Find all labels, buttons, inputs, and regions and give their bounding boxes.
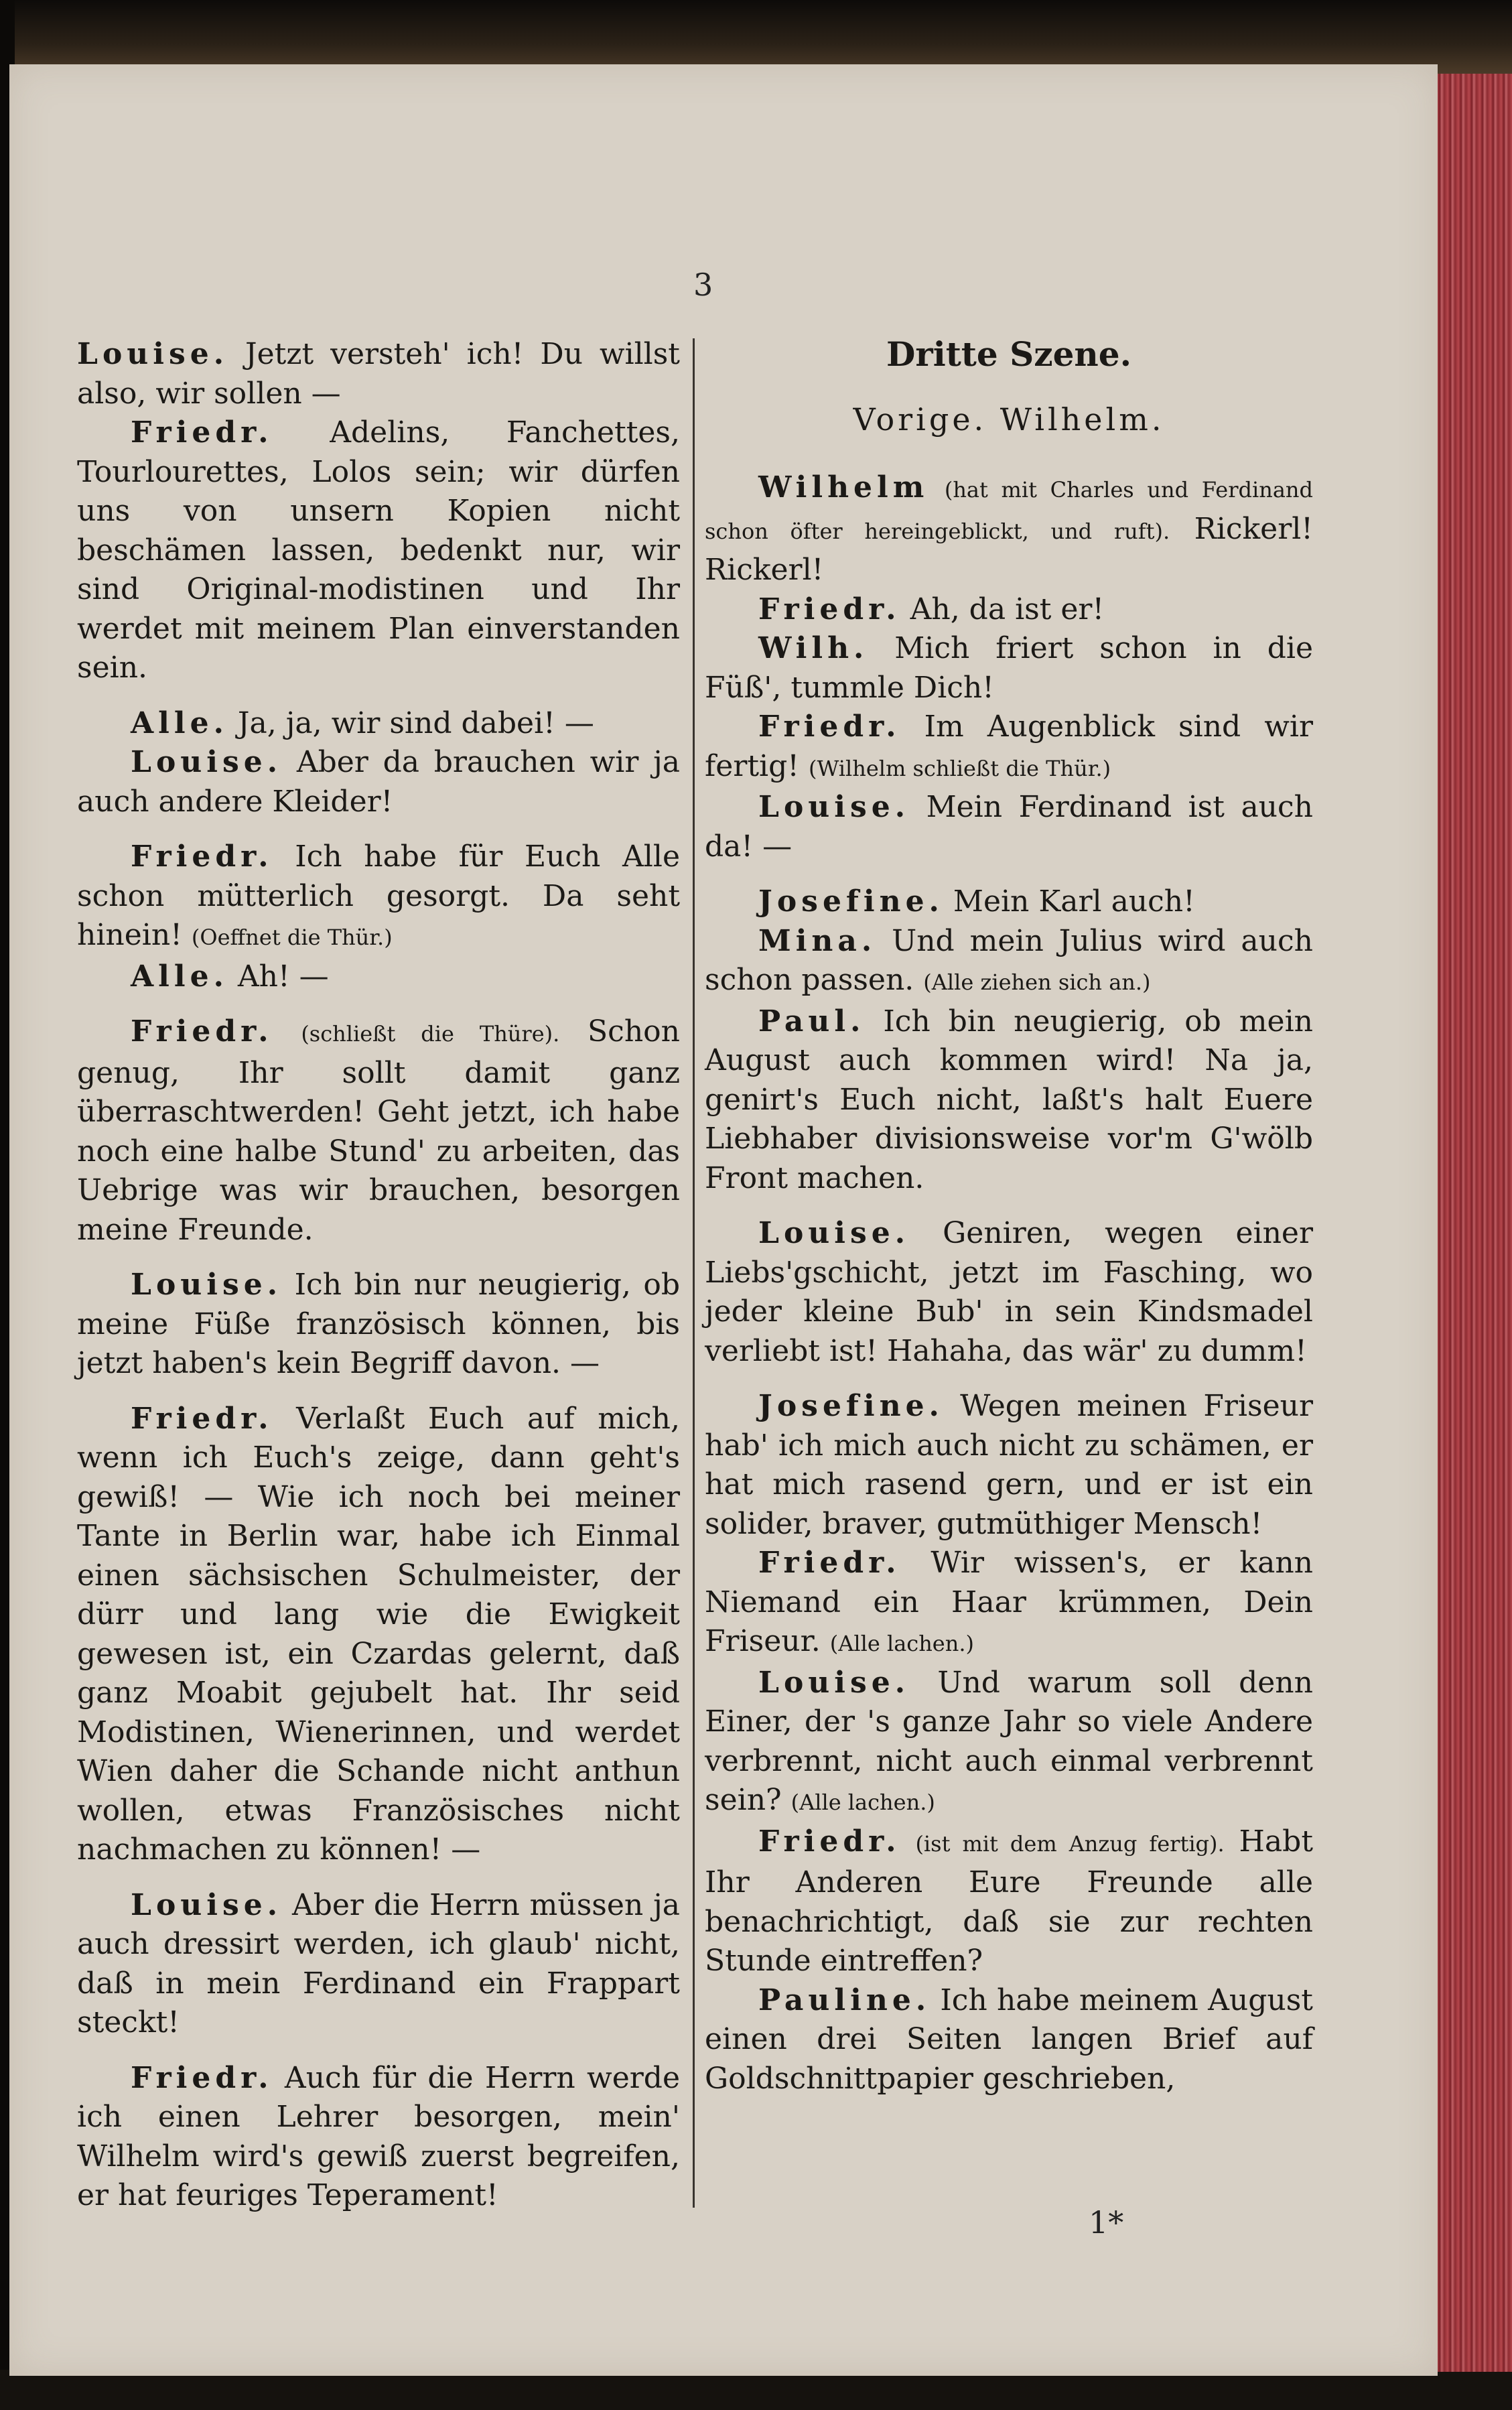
stage-direction: (Alle lachen.)	[829, 1631, 974, 1656]
page-number: 3	[693, 267, 713, 303]
dialogue-text: Verlaßt Euch auf mich, wenn ich Euch's zeige, dann geht's gewiß! — Wie ich noch bei meiner Tante in Berlin war, habe ich Einmal einen sächsischen Schulmeister, der dürr und lang wie die Ewigkeit gewesen ist, ein Czardas gelernt, daß ganz Moabit gejubelt hat. Ihr seid Modistinen, Wienerinnen, und werdet Wien daher die Schande nicht anthun wollen, etwas Französisches nicht nachmachen zu können! —	[77, 1401, 680, 1867]
speaker-name: Louise.	[131, 1268, 283, 1302]
speaker-name: Friedr.	[131, 1401, 273, 1436]
dialogue-text: Und mein Julius wird auch schon passen.	[705, 923, 1313, 997]
dialogue-line	[705, 1981, 1313, 2099]
dialogue-text: Aber da brauchen wir ja auch andere Kleider!	[77, 745, 680, 819]
dialogue-text: Ah! —	[237, 959, 329, 994]
speaker-name: Friedr.	[758, 592, 901, 626]
dialogue-line	[705, 922, 1313, 1002]
speaker-name: Louise.	[758, 1665, 910, 1700]
dialogue-line	[77, 743, 680, 821]
book-bottom-edge	[0, 2370, 1512, 2410]
dialogue-line	[77, 2059, 680, 2216]
speaker-name: Louise.	[758, 1216, 910, 1250]
dialogue-text: Adelins, Fanchettes, Tourlourettes, Lolos sein; wir dürfen uns von unsern Kopien nicht beschämen lassen, bedenkt nur, wir sind Original-modistinen und Ihr werdet mit meinem Plan einverstanden sein.	[77, 415, 680, 685]
dialogue-text: Mein Ferdinand ist auch da! —	[705, 790, 1313, 864]
scene-persons: Vorige. Wilhelm.	[853, 401, 1165, 438]
speaker-name: Friedr.	[758, 1824, 901, 1859]
dialogue-line	[77, 335, 680, 413]
speaker-name: Wilhelm	[758, 470, 929, 505]
speaker-name: Friedr.	[131, 415, 273, 450]
dialogue-text: Rickerl! Rickerl!	[705, 511, 1313, 587]
dialogue-text: Mein Karl auch!	[953, 884, 1195, 919]
dialogue-line	[705, 788, 1313, 866]
dialogue-text: Ich bin neugierig, ob mein August auch kommen wird! Na ja, genirt's Euch nicht, laßt's halt Euere Liebhaber divisionsweise vor'm G'wölb Front machen.	[705, 1004, 1313, 1195]
dialogue-line	[77, 1400, 680, 1870]
book-spine-red-edge	[1434, 74, 1512, 2372]
scene-title: Dritte Szene.	[886, 334, 1131, 374]
dialogue-text: Ich habe meinem August einen drei Seiten langen Brief auf Goldschnittpapier geschrieben,	[705, 1983, 1313, 2096]
column-divider	[693, 338, 695, 2208]
dialogue-text: Ah, da ist er!	[910, 592, 1105, 626]
speaker-name: Louise.	[131, 1887, 283, 1922]
speaker-name: Friedr.	[131, 2060, 273, 2095]
dialogue-line	[705, 1002, 1313, 1199]
speaker-name: Louise.	[77, 337, 229, 371]
dialogue-text: Jetzt versteh' ich! Du willst also, wir sollen —	[77, 337, 680, 411]
stage-direction: (Alle lachen.)	[791, 1790, 935, 1815]
dialogue-text: Geniren, wegen einer Liebs'gschicht, jetzt im Fasching, wo jeder kleine Bub' in sein Kindsmadel verliebt ist! Hahaha, das wär' zu dumm!	[705, 1216, 1313, 1368]
stage-direction: (Wilhelm schließt die Thür.)	[808, 755, 1111, 781]
stage-direction: (ist mit dem Anzug fertig).	[915, 1830, 1225, 1857]
dialogue-text: Aber die Herrn müssen ja auch dressirt werden, ich glaub' nicht, daß in mein Ferdinand ein Frappart steckt!	[77, 1887, 680, 2039]
dialogue-line	[77, 1012, 680, 1250]
dialogue-text: Wegen meinen Friseur hab' ich mich auch nicht zu schämen, er hat mich rasend gern, und er ist ein solider, braver, gutmüthiger Mensch!	[705, 1389, 1313, 1541]
speaker-name: Louise.	[131, 745, 283, 779]
speaker-name: Friedr.	[758, 1546, 901, 1580]
dialogue-text: Schon genug, Ihr sollt damit ganz überraschtwerden! Geht jetzt, ich habe noch eine halbe Stund' zu arbeiten, das Uebrige was wir brauchen, besorgen meine Freunde.	[77, 1014, 680, 1247]
dialogue-text: Ich bin nur neugierig, ob meine Füße französisch können, bis jetzt haben's kein Begriff davon. —	[77, 1268, 680, 1380]
speaker-name: Friedr.	[131, 1014, 273, 1049]
right-column	[705, 335, 1313, 2098]
dialogue-line	[705, 1387, 1313, 1544]
dialogue-line	[705, 1822, 1313, 1981]
dialogue-line	[705, 590, 1313, 630]
dialogue-text: Ja, ja, wir sind dabei! —	[237, 706, 594, 740]
dialogue-line	[705, 1544, 1313, 1664]
dialogue-line	[705, 629, 1313, 708]
speaker-name: Josefine.	[758, 884, 944, 919]
speaker-name: Friedr.	[758, 710, 901, 744]
dialogue-line	[705, 468, 1313, 590]
dialogue-text: Mich friert schon in die Füß', tummle Dich!	[705, 631, 1313, 705]
speaker-name: Pauline.	[758, 1983, 931, 2017]
dialogue-text: Und warum soll denn Einer, der 's ganze Jahr so viele Andere verbrennt, nicht auch einmal verbrennt sein?	[705, 1665, 1313, 1817]
speaker-name: Alle.	[131, 959, 228, 994]
signature-mark: 1*	[1089, 2204, 1124, 2240]
speaker-name: Louise.	[758, 790, 910, 824]
dialogue-line	[705, 1664, 1313, 1822]
book-top-edge	[0, 0, 1512, 74]
stage-direction: (Oeffnet die Thür.)	[191, 925, 393, 950]
speaker-name: Josefine.	[758, 1389, 944, 1423]
dialogue-line	[77, 957, 680, 997]
dialogue-line	[77, 704, 680, 744]
dialogue-text: Wir wissen's, er kann Niemand ein Haar krümmen, Dein Friseur.	[705, 1546, 1313, 1658]
speaker-name: Wilh.	[758, 631, 869, 665]
speaker-name: Paul.	[758, 1004, 866, 1039]
dialogue-text: Ich habe für Euch Alle schon mütterlich gesorgt. Da seht hinein!	[77, 840, 680, 952]
dialogue-line	[77, 413, 680, 688]
dialogue-text: Im Augenblick sind wir fertig!	[705, 710, 1313, 783]
dialogue-line	[77, 1266, 680, 1384]
speaker-name: Mina.	[758, 923, 877, 958]
dialogue-text: Auch für die Herrn werde ich einen Lehrer besorgen, mein' Wilhelm wird's gewiß zuerst begreifen, er hat feuriges Teperament!	[77, 2060, 680, 2212]
speaker-name: Alle.	[131, 706, 228, 740]
speaker-name: Friedr.	[131, 840, 273, 874]
dialogue-text: Habt Ihr Anderen Eure Freunde alle benachrichtigt, daß sie zur rechten Stunde eintreffen?	[705, 1824, 1313, 1978]
left-column	[77, 335, 680, 2216]
dialogue-line	[705, 882, 1313, 922]
dialogue-line	[77, 1886, 680, 2043]
stage-direction: (schließt die Thüre).	[301, 1021, 560, 1047]
dialogue-line	[705, 1214, 1313, 1371]
stage-direction: (Alle ziehen sich an.)	[923, 969, 1151, 995]
dialogue-line	[77, 838, 680, 957]
dialogue-line	[705, 708, 1313, 788]
stage-direction: (hat mit Charles und Ferdinand schon öfter hereingeblickt, und ruft).	[705, 477, 1313, 544]
